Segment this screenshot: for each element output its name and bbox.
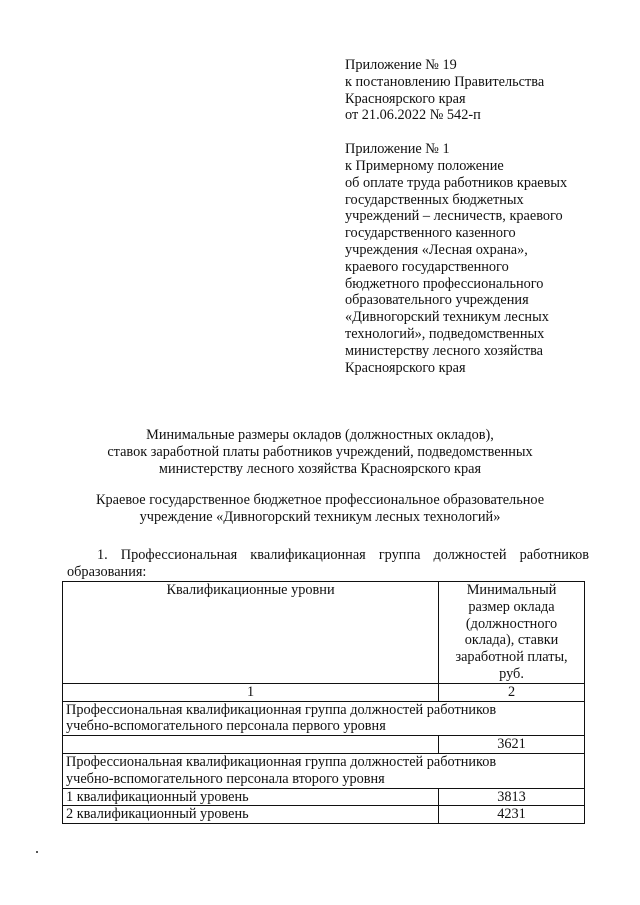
group-heading-cell (63, 753, 585, 788)
column-number-cell: 2 (439, 683, 585, 701)
title-line: Минимальные размеры окладов (должностных окладов), (146, 427, 494, 443)
intro-line: образования: (67, 563, 147, 580)
appendix-sub-line: государственного казенного (345, 225, 516, 242)
appendix-sub-line: «Дивногорский техникум лесных (345, 309, 549, 326)
group-heading-line: Профессиональная квалификационная группа должностей работников (66, 701, 497, 718)
appendix-sub-line: об оплате труда работников краевых (345, 174, 568, 191)
spacer (345, 124, 625, 141)
section-intro (67, 547, 589, 581)
header-salary-line: (должностного (465, 615, 558, 632)
group-heading-cell (63, 701, 585, 736)
appendix-sub-line: учреждения «Лесная охрана», (345, 241, 528, 258)
header-salary-line: оклада), ставки (464, 632, 559, 649)
appendix-sub-line: Красноярского края (345, 359, 466, 376)
appendix-header-line: Приложение № 19 (345, 57, 457, 73)
group-heading-row (63, 753, 585, 788)
salary-cell: 3813 (439, 788, 585, 806)
appendix-sub-line: бюджетного профессионального (345, 275, 544, 292)
institution-line: учреждение «Дивногорский техникум лесных технологий» (139, 508, 501, 525)
header-cell-levels: Квалификационные уровни (63, 582, 439, 684)
header-salary-line: размер оклада (468, 598, 555, 615)
appendix-header-line: Красноярского края (345, 90, 466, 107)
group-heading-line: учебно-вспомогательного персонала второго уровня (66, 770, 385, 787)
table-header-row (63, 582, 585, 684)
appendix-sub-line: технологий», подведомственных (345, 325, 545, 342)
salary-table (62, 581, 585, 824)
institution-name (0, 492, 640, 526)
group-heading-row (63, 701, 585, 736)
level-cell (63, 736, 439, 754)
title-line: министерству лесного хозяйства Красноярского края (158, 460, 482, 477)
table-row (63, 788, 585, 806)
appendix-sub-line: образовательного учреждения (345, 292, 529, 309)
salary-cell: 4231 (439, 806, 585, 824)
appendix-sub-line: краевого государственного (345, 258, 509, 275)
level-cell: 1 квалификационный уровень (63, 788, 439, 806)
group-heading-line: учебно-вспомогательного персонала первого уровня (66, 718, 386, 735)
scan-speck (36, 851, 38, 853)
appendix-sub-line: министерству лесного хозяйства (345, 342, 544, 359)
header-salary-line: руб. (499, 665, 524, 682)
group-heading-line: Профессиональная квалификационная группа должностей работников (66, 753, 497, 770)
appendix-header-line: от 21.06.2022 № 542-п (345, 107, 481, 124)
intro-line: 1. Профессиональная квалификационная группа должностей работников (97, 547, 589, 563)
title-line: ставок заработной платы работников учреждений, подведомственных (107, 443, 533, 460)
page-title (0, 427, 640, 477)
table-row (63, 736, 585, 754)
column-number-cell: 1 (63, 683, 439, 701)
table-number-row (63, 683, 585, 701)
table-row (63, 806, 585, 824)
institution-line: Краевое государственное бюджетное профессиональное образовательное (95, 492, 545, 508)
appendix-block (345, 57, 625, 376)
appendix-header-line: к постановлению Правительства (345, 73, 545, 90)
level-cell: 2 квалификационный уровень (63, 806, 439, 824)
appendix-sub-line: Приложение № 1 (345, 141, 450, 158)
salary-cell: 3621 (439, 736, 585, 754)
header-salary-line: Минимальный (466, 582, 557, 598)
header-salary-line: заработной платы, (455, 649, 568, 666)
appendix-sub-line: учреждений – лесничеств, краевого (345, 208, 563, 225)
header-cell-salary (439, 582, 585, 684)
appendix-sub-line: к Примерному положение (345, 157, 504, 174)
appendix-sub-line: государственных бюджетных (345, 191, 524, 208)
